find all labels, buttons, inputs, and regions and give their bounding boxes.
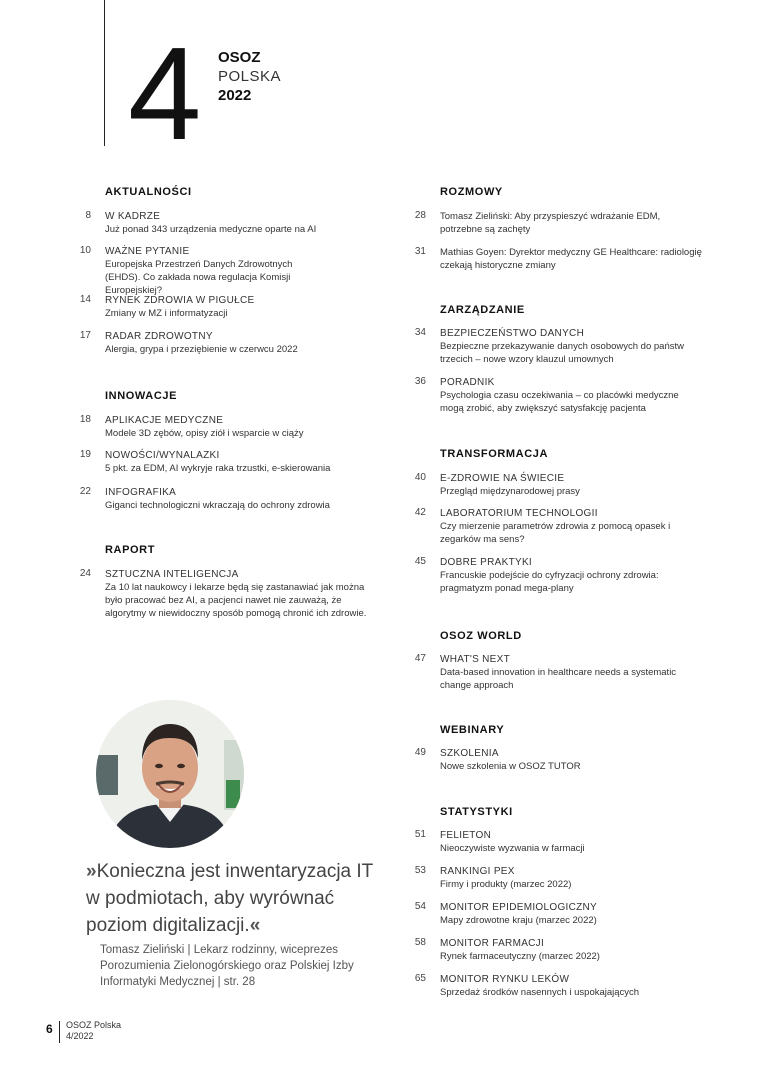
entry-description: Bezpieczne przekazywanie danych osobowych do państw trzecich – nowe wzory klauzul umownych <box>440 341 684 365</box>
entry-title: E-ZDROWIE NA ŚWIECIE <box>440 473 565 484</box>
toc-entry[interactable] <box>414 747 705 773</box>
quote-open-mark: » <box>86 861 97 882</box>
toc-entry[interactable] <box>414 865 705 891</box>
page-number: 10 <box>79 245 91 256</box>
page-number: 36 <box>414 376 426 387</box>
section-heading-aktualnosci: AKTUALNOŚCI <box>105 186 192 198</box>
entry-title: MONITOR EPIDEMIOLOGICZNY <box>440 902 598 913</box>
entry-description: 5 pkt. za EDM, AI wykryje raka trzustki, e-skierowania <box>105 463 331 474</box>
entry-title: APLIKACJE MEDYCZNE <box>105 415 224 426</box>
entry-title: LABORATORIUM TECHNOLOGII <box>440 508 598 519</box>
entry-title: MONITOR FARMACJI <box>440 938 545 949</box>
toc-entry[interactable] <box>414 327 705 366</box>
footer-publication <box>66 1020 121 1042</box>
section-heading-rozmowy: ROZMOWY <box>440 186 503 198</box>
section-heading-raport: RAPORT <box>105 544 156 556</box>
toc-entry[interactable] <box>414 472 705 498</box>
entry-description: Nowe szkolenia w OSOZ TUTOR <box>440 761 581 772</box>
toc-entry[interactable] <box>79 568 370 620</box>
entry-description: Już ponad 343 urządzenia medyczne oparte na AI <box>105 224 317 235</box>
page-number: 65 <box>414 973 426 984</box>
entry-title: INFOGRAFIKA <box>105 487 177 498</box>
toc-entry[interactable] <box>79 245 395 297</box>
entry-title: RANKINGI PEX <box>440 866 515 877</box>
entry-description: Przegląd międzynarodowej prasy <box>440 486 580 497</box>
page-number: 54 <box>414 901 426 912</box>
entry-title: FELIETON <box>440 830 492 841</box>
entry-title: RADAR ZDROWOTNY <box>105 331 213 342</box>
portrait-photo <box>96 700 244 848</box>
page-number: 45 <box>414 556 426 567</box>
masthead-line3: 2022 <box>218 87 252 104</box>
entry-title: BEZPIECZEŃSTWO DANYCH <box>440 328 585 339</box>
toc-entry[interactable] <box>79 330 395 356</box>
masthead-title <box>218 48 281 105</box>
page-number: 40 <box>414 472 426 483</box>
page-number: 42 <box>414 507 426 518</box>
masthead-line2: POLSKA <box>218 68 282 85</box>
toc-entry[interactable] <box>79 449 395 475</box>
footer-page-number: 6 <box>46 1022 53 1036</box>
entry-description: Nieoczywiste wyzwania w farmacji <box>440 843 585 854</box>
entry-description: Tomasz Zieliński: Aby przyspieszyć wdrażanie EDM, potrzebne są zachęty <box>440 211 661 235</box>
page-number: 19 <box>79 449 91 460</box>
entry-title: PORADNIK <box>440 377 495 388</box>
entry-title: DOBRE PRAKTYKI <box>440 557 532 568</box>
section-heading-transformacja: TRANSFORMACJA <box>440 448 549 460</box>
toc-entry[interactable] <box>414 556 705 595</box>
issue-number: 4 <box>128 20 202 167</box>
masthead-rule-side <box>104 50 105 146</box>
entry-title: WAŻNE PYTANIE <box>105 246 190 257</box>
toc-entry[interactable] <box>414 973 705 999</box>
entry-description: Mathias Goyen: Dyrektor medyczny GE Healthcare: radiologię czekają historyczne zmiany <box>440 247 702 271</box>
pull-quote <box>86 858 376 939</box>
section-heading-statystyki: STATYSTYKI <box>440 806 513 818</box>
portrait-illustration <box>96 700 244 848</box>
toc-entry[interactable] <box>79 486 395 512</box>
page-number: 24 <box>79 568 91 579</box>
toc-entry[interactable] <box>79 414 395 440</box>
toc-entry[interactable] <box>414 653 705 692</box>
toc-entry[interactable] <box>414 210 705 236</box>
toc-entry[interactable] <box>414 829 705 855</box>
toc-entry[interactable] <box>414 376 705 415</box>
section-heading-osoz-world: OSOZ WORLD <box>440 630 522 642</box>
entry-title: SZTUCZNA INTELIGENCJA <box>105 569 239 580</box>
entry-description: Data-based innovation in healthcare needs a systematic change approach <box>440 667 677 691</box>
page-number: 53 <box>414 865 426 876</box>
section-heading-zarzadzanie: ZARZĄDZANIE <box>440 304 525 316</box>
page-number: 51 <box>414 829 426 840</box>
entry-description: Modele 3D zębów, opisy ziół i wsparcie w ciąży <box>105 428 304 439</box>
entry-title: W KADRZE <box>105 211 161 222</box>
entry-title: RYNEK ZDROWIA W PIGUŁCE <box>105 295 255 306</box>
entry-description: Zmiany w MZ i informatyzacji <box>105 308 228 319</box>
entry-description: Rynek farmaceutyczny (marzec 2022) <box>440 951 600 962</box>
page-number: 17 <box>79 330 91 341</box>
section-heading-innowacje: INNOWACJE <box>105 390 178 402</box>
quote-attribution: Tomasz Zieliński | Lekarz rodzinny, wiceprezes Porozumienia Zielonogórskiego oraz Polskiej Izby Informatyki Medycznej | str. 28 <box>100 944 354 988</box>
entry-description: Sprzedaż środków nasennych i uspokajających <box>440 987 640 998</box>
entry-description: Francuskie podejście do cyfryzacji ochrony zdrowia: pragmatyzm ponad mega-plany <box>440 570 659 594</box>
entry-description: Firmy i produkty (marzec 2022) <box>440 879 572 890</box>
toc-entry[interactable] <box>414 246 705 272</box>
entry-description: Giganci technologiczni wkraczają do ochrony zdrowia <box>105 500 330 511</box>
entry-title: MONITOR RYNKU LEKÓW <box>440 974 570 985</box>
page-number: 49 <box>414 747 426 758</box>
footer-issue: 4/2022 <box>66 1031 94 1041</box>
page-number: 14 <box>79 294 91 305</box>
page-number: 47 <box>414 653 426 664</box>
toc-entry[interactable] <box>414 901 705 927</box>
page-number: 18 <box>79 414 91 425</box>
masthead-line1: OSOZ <box>218 49 261 66</box>
section-heading-webinary: WEBINARY <box>440 724 505 736</box>
quote-close-mark: « <box>249 915 261 936</box>
footer-pub-name: OSOZ Polska <box>66 1020 122 1030</box>
page-number: 34 <box>414 327 426 338</box>
entry-title: WHAT'S NEXT <box>440 654 511 665</box>
entry-description: Psychologia czasu oczekiwania – co placówki medyczne mogą zrobić, aby zwiększyć satysfakcję pacjenta <box>440 390 679 414</box>
toc-entry[interactable] <box>414 937 705 963</box>
footer-divider <box>59 1021 60 1043</box>
toc-entry[interactable] <box>85 210 395 236</box>
entry-description: Za 10 lat naukowcy i lekarze będą się zastanawiać jak można było pracować bez AI, a pacjenci nawet nie zauważą, że algorytmy w niewidoczny sposób pomogą chronić ich zdrowie. <box>105 582 367 619</box>
entry-description: Mapy zdrowotne kraju (marzec 2022) <box>440 915 597 926</box>
page-number: 8 <box>85 210 91 221</box>
page-number: 22 <box>79 486 91 497</box>
entry-description: Alergia, grypa i przeziębienie w czerwcu 2022 <box>105 344 298 355</box>
entry-description: Czy mierzenie parametrów zdrowia z pomocą opasek i zegarków ma sens? <box>440 521 671 545</box>
entry-title: NOWOŚCI/WYNALAZKI <box>105 450 220 461</box>
toc-entry[interactable] <box>414 507 705 546</box>
quote-text: Konieczna jest inwentaryzacja IT w podmiotach, aby wyrównać poziom digitalizacji. <box>86 861 373 936</box>
page-number: 31 <box>414 246 426 257</box>
entry-title: SZKOLENIA <box>440 748 499 759</box>
page-number: 28 <box>414 210 426 221</box>
page-number: 58 <box>414 937 426 948</box>
entry-description: Europejska Przestrzeń Danych Zdrowotnych (EHDS). Co zakłada nowa regulacja Komisji Europejskiej? <box>105 259 293 296</box>
toc-entry[interactable] <box>79 294 395 320</box>
